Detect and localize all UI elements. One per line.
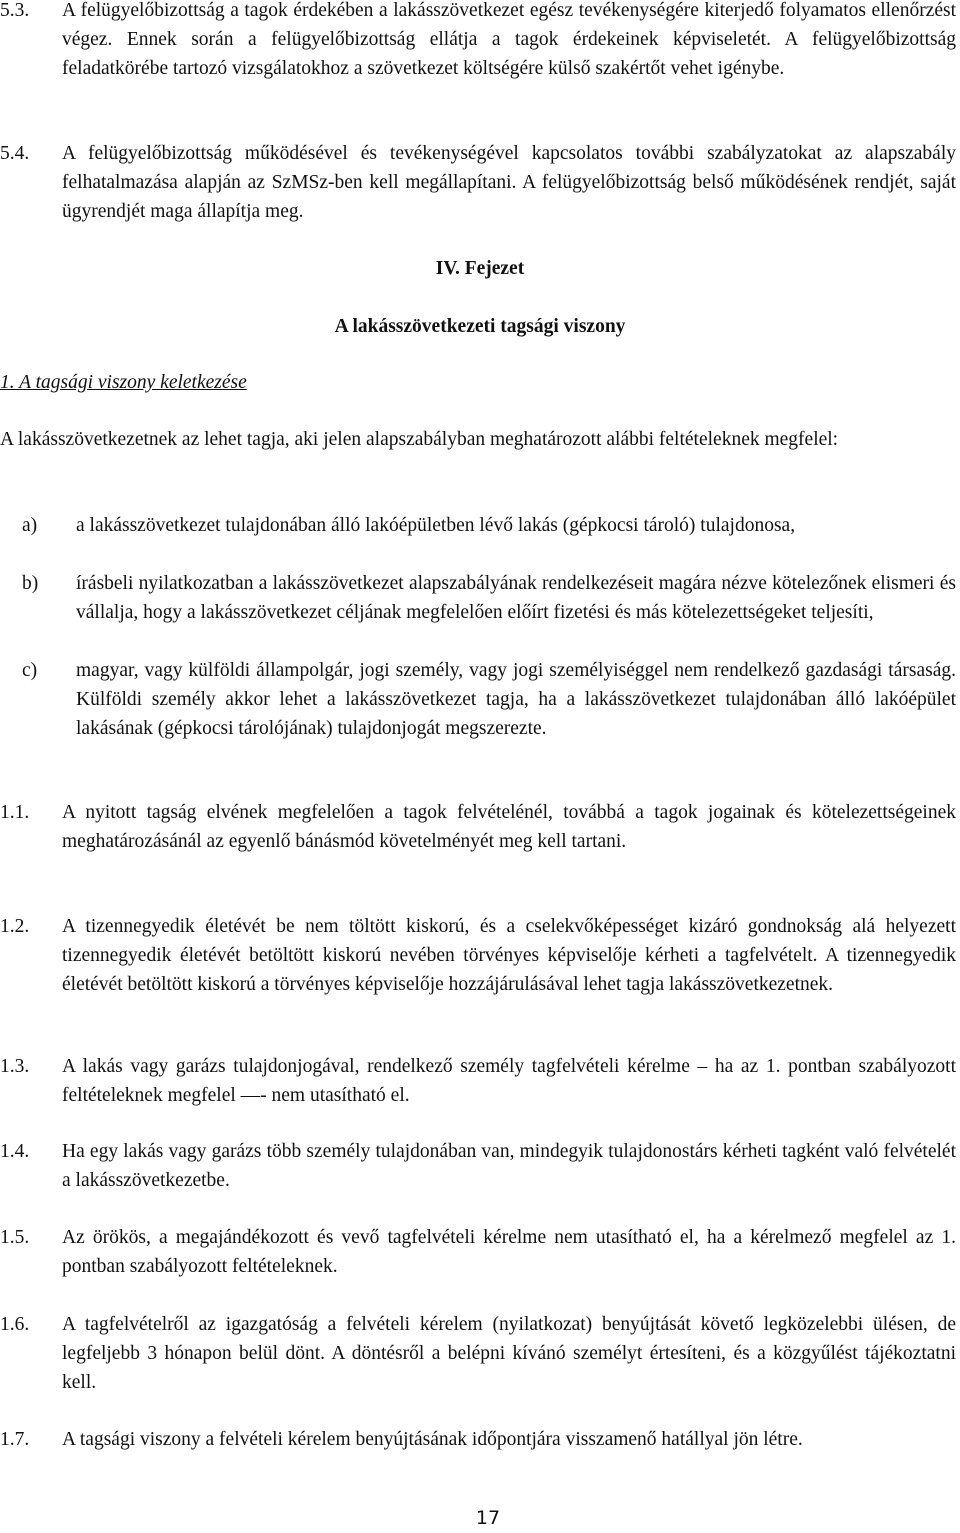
condition-item-c <box>0 656 956 743</box>
list-text: írásbeli nyilatkozatban a lakásszövetkezet alapszabályának rendelkezéseit magára nézve kötelezőnek elismeri és vállalja, hogy a lakásszövetkezet céljának megfelelően előírt fizetési és más kötelezettségeket teljesíti, <box>76 573 956 623</box>
list-label: c) <box>22 660 38 681</box>
item-text: A tagfelvételről az igazgatóság a felvételi kérelem (nyilatkozat) benyújtását követő legközelebbi ülésen, de legfeljebb 3 hónapon belül dönt. A döntésről a belépni kívánó személyt értesíteni, és a közgyűlést tájékoztatni kell. <box>62 1314 956 1393</box>
paragraph-5-4 <box>0 139 956 226</box>
section-item-1-6 <box>0 1310 956 1397</box>
item-number: 1.7. <box>0 1429 30 1450</box>
item-number: 1.3. <box>0 1056 30 1077</box>
section-item-1-2 <box>0 912 956 999</box>
section-item-1-4 <box>0 1137 956 1195</box>
section-item-1-3 <box>0 1052 956 1110</box>
item-number: 1.2. <box>0 916 30 937</box>
section-heading: 1. A tagsági viszony keletkezése <box>0 372 247 393</box>
item-number: 1.1. <box>0 802 30 823</box>
paragraph-text: A felügyelőbizottság a tagok érdekében a lakásszövetkezet egész tevékenységére kiterjedő folyamatos ellenőrzést végez. Ennek során a felügyelőbizottság ellátja a tagok érdekeinek képviseletét. A felügyelőbizottság feladatkörébe tartozó vizsgálatokhoz a szövetkezet költségére külső szakértőt vehet igénybe. <box>62 0 956 79</box>
paragraph-number: 5.4. <box>0 143 30 164</box>
item-text: A lakás vagy garázs tulajdonjogával, rendelkező személy tagfelvételi kérelme – ha az 1. pontban szabályozott feltételeknek megfelel —- nem utasítható el. <box>62 1056 956 1106</box>
item-number: 1.6. <box>0 1314 30 1335</box>
list-label: a) <box>22 515 38 536</box>
chapter-title: A lakásszövetkezeti tagsági viszony <box>334 316 626 337</box>
item-text: Ha egy lakás vagy garázs több személy tulajdonában van, mindegyik tulajdonostárs kérheti tagként való felvételét a lakásszövetkezetbe. <box>62 1141 956 1191</box>
section-item-1-7 <box>0 1425 956 1454</box>
list-text: magyar, vagy külföldi állampolgár, jogi személy, vagy jogi személyiséggel nem rendelkező gazdasági társaság. Külföldi személy akkor lehet a lakásszövetkezet tagja, ha a lakásszövetkezet tulajdonában álló lakóépület lakásának (gépkocsi tárolójának) tulajdonjogát megszerezte. <box>76 660 956 739</box>
list-label: b) <box>22 573 39 594</box>
item-text: Az örökös, a megajándékozott és vevő tagfelvételi kérelme nem utasítható el, ha a kérelmező megfelel az 1. pontban szabályozott feltételeknek. <box>62 1227 956 1277</box>
page-number: 17 <box>475 1507 501 1529</box>
paragraph-text: A felügyelőbizottság működésével és tevékenységével kapcsolatos további szabályzatokat az alapszabály felhatalmazása alapján az SzMSz-ben kell megállapítani. A felügyelőbizottság belső működésének rendjét, saját ügyrendjét maga állapítja meg. <box>62 143 956 222</box>
item-number: 1.5. <box>0 1227 30 1248</box>
item-text: A nyitott tagság elvének megfelelően a tagok felvételénél, továbbá a tagok jogainak és kötelezettségeinek meghatározásánál az egyenlő bánásmód követelményét meg kell tartani. <box>62 802 956 852</box>
paragraph-5-3 <box>0 0 956 83</box>
section-intro: A lakásszövetkezetnek az lehet tagja, aki jelen alapszabályban meghatározott alábbi feltételeknek megfelel: <box>0 429 839 450</box>
list-text: a lakásszövetkezet tulajdonában álló lakóépületben lévő lakás (gépkocsi tároló) tulajdonosa, <box>76 515 796 536</box>
chapter-number: IV. Fejezet <box>435 258 525 279</box>
item-number: 1.4. <box>0 1141 30 1162</box>
paragraph-number: 5.3. <box>0 0 30 21</box>
item-text: A tizennegyedik életévét be nem töltött kiskorú, és a cselekvőképességet kizáró gondnokság alá helyezett tizennegyedik életévét betöltött kiskorú nevében törvényes képviselője kérheti a tagfelvételt. A tizennegyedik életévét betöltött kiskorú a törvényes képviselője hozzájárulásával lehet tagja lakásszövetkezetnek. <box>62 916 956 995</box>
item-text: A tagsági viszony a felvételi kérelem benyújtásának időpontjára visszamenő hatállyal jön létre. <box>62 1429 803 1450</box>
condition-item-b <box>0 569 956 627</box>
condition-item-a <box>0 511 956 540</box>
section-item-1-1 <box>0 798 956 856</box>
section-item-1-5 <box>0 1223 956 1281</box>
